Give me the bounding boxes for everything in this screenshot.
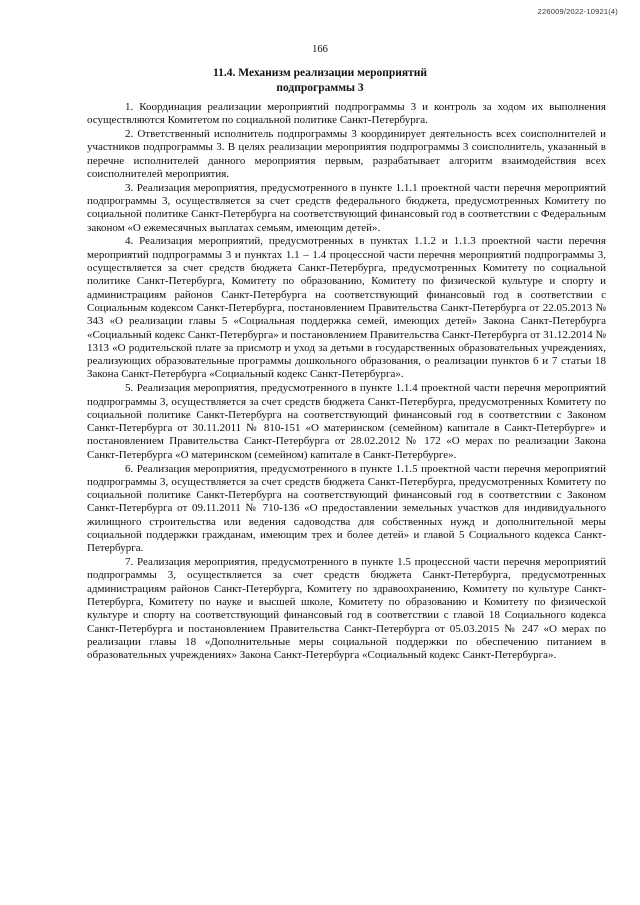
paragraph-7: 7. Реализация мероприятия, предусмотренного в пункте 1.5 процессной части перечня мероприятий подпрограммы 3, осуществляется за счет средств бюджета Санкт-Петербурга, предусмотренных администрациям районов Санкт-Петербурга, Комитету по здравоохранению, Комитету по культуре Санкт-Петербурга, Комитету по науке и высшей школе, Комитету по образованию и Комитету по физической культуре и спорту на соответствующий финансовый год в соответствии с главой 18 Социального кодекса Санкт-Петербурга и постановлением Правительства Санкт-Петербурга от 05.03.2015 № 247 «О мерах по реализации главы 18 «Дополнительные меры социальной поддержки по обеспечению питанием в образовательных учреждениях» Закона Санкт-Петербурга «Социальный кодекс Санкт-Петербурга». (87, 556, 606, 662)
section-title-line-1: 11.4. Механизм реализации мероприятий (213, 67, 427, 79)
section-title (120, 66, 520, 96)
paragraph-4: 4. Реализация мероприятий, предусмотренных в пунктах 1.1.2 и 1.1.3 проектной части перечня мероприятий подпрограммы 3 и пунктах 1.1 – 1.4 процессной части перечня мероприятий подпрограммы 3, осуществляется за счет средств бюджета Санкт-Петербурга, предусмотренных Комитету по социальной политике Санкт-Петербурга, Комитету по образованию, Комитету по физической культуре и спорту и администрациям районов Санкт-Петербурга на соответствующий финансовый год в соответствии с Социальным кодексом Санкт-Петербурга, постановлением Правительства Санкт-Петербурга от 22.05.2013 № 343 «О реализации главы 5 «Социальная поддержка семей, имеющих детей» Закона Санкт-Петербурга «Социальный кодекс Санкт-Петербурга» и постановлением Правительства Санкт-Петербурга от 31.12.2014 № 1313 «О родительской плате за присмотр и уход за детьми в государственных образовательных учреждениях, реализующих образовательные программы дошкольного образования, о реализации пунктов 6 и 7 статьи 18 Закона Санкт-Петербурга «Социальный кодекс Санкт-Петербурга». (87, 235, 606, 381)
paragraph-1: 1. Координация реализации мероприятий подпрограммы 3 и контроль за ходом их выполнения осуществляются Комитетом по социальной политике Санкт-Петербурга. (87, 101, 606, 127)
section-title-line-2: подпрограммы 3 (276, 82, 364, 94)
document-body (87, 101, 606, 663)
page-number: 166 (312, 44, 328, 55)
paragraph-2: 2. Ответственный исполнитель подпрограммы 3 координирует деятельность всех соисполнителей и участников подпрограммы 3. В целях реализации мероприятия подпрограммы 3 соисполнитель, указанный в перечне исполнителей данного мероприятия первым, разрабатывает алгоритм взаимодействия всех соисполнителей мероприятия. (87, 128, 606, 180)
paragraph-3: 3. Реализация мероприятия, предусмотренного в пункте 1.1.1 проектной части перечня мероприятий подпрограммы 3, осуществляется за счет средств федерального бюджета, предусмотренных Комитету по социальной политике Санкт-Петербурга на соответствующий финансовый год в соответствии с Федеральным законом «О ежемесячных выплатах семьям, имеющим детей». (87, 181, 606, 234)
paragraph-5: 5. Реализация мероприятия, предусмотренного в пункте 1.1.4 проектной части перечня мероприятий подпрограммы 3, осуществляется за счет средств бюджета Санкт-Петербурга, предусмотренных Комитету по социальной политике Санкт-Петербурга на соответствующий финансовый год в соответствии с Законом Санкт-Петербурга от 30.11.2011 № 810-151 «О материнском (семейном) капитале в Санкт-Петербурге» и постановлением Правительства Санкт-Петербурга от 28.02.2012 № 172 «О мерах по реализации Закона Санкт-Петербурга «О материнском (семейном) капитале в Санкт-Петербурге». (87, 382, 606, 461)
paragraph-6: 6. Реализация мероприятия, предусмотренного в пункте 1.1.5 проектной части перечня мероприятий подпрограммы 3, осуществляется за счет средств бюджета Санкт-Петербурга, предусмотренных Комитету по социальной политике Санкт-Петербурга на соответствующий финансовый год в соответствии с Законом Санкт-Петербурга от 09.11.2011 № 710-136 «О предоставлении земельных участков для индивидуального жилищного строительства или ведения садоводства для собственных нужд и дополнительной меры социальной поддержки гражданам, имеющим трех и более детей» и главой 5 Социального кодекса Санкт-Петербурга. (87, 462, 606, 555)
document-id: 226009/2022-10921(4) (537, 7, 618, 16)
